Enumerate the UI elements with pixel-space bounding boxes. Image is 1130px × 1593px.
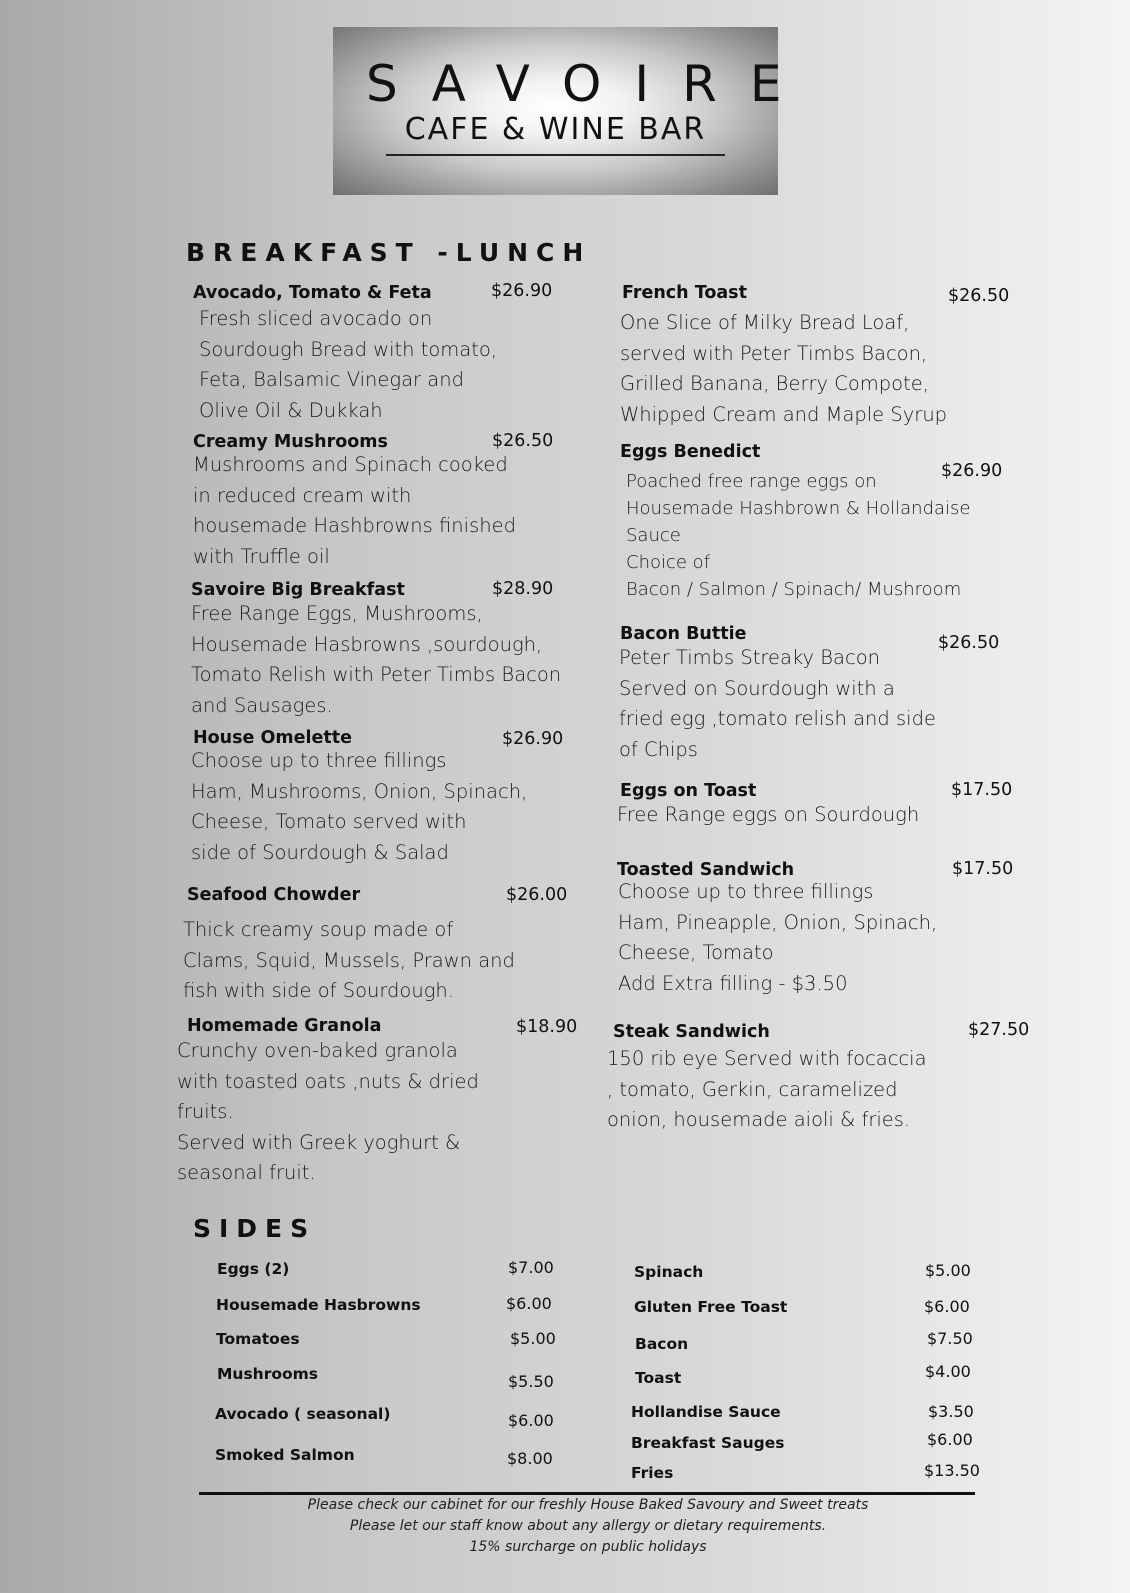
- menu-item-name: Eggs Benedict: [620, 442, 761, 462]
- side-item-price: $6.00: [924, 1297, 970, 1316]
- menu-item-description: Free Range Eggs, Mushrooms, Housemade Hasbrowns ,sourdough, Tomato Relish with Peter Timbs Bacon and Sausages.: [191, 602, 562, 717]
- menu-item-description: Choose up to three fillings Ham, Pineapple, Onion, Spinach, Cheese, Tomato Add Extra filling - $3.50: [618, 880, 938, 995]
- menu-item-price: $17.50: [952, 859, 1014, 879]
- side-item-name: Avocado ( seasonal): [215, 1405, 391, 1423]
- section-title-sides: SIDES: [193, 1214, 317, 1243]
- menu-item-description: Choose up to three fillings Ham, Mushrooms, Onion, Spinach, Cheese, Tomato served with side of Sourdough & Salad: [191, 749, 528, 864]
- side-item-name: Eggs (2): [217, 1260, 290, 1278]
- menu-item-description: 150 rib eye Served with focaccia , tomato, Gerkin, caramelized onion, housemade aioli & fries.: [607, 1047, 927, 1131]
- menu-item-description: Fresh sliced avocado on Sourdough Bread with tomato, Feta, Balsamic Vinegar and Olive Oil & Dukkah: [199, 307, 498, 422]
- footer-divider: [199, 1492, 975, 1495]
- menu-item-price: $26.50: [492, 431, 554, 451]
- menu-item-price: $26.50: [948, 286, 1010, 306]
- side-item-price: $8.00: [507, 1449, 553, 1468]
- side-item-name: Smoked Salmon: [215, 1446, 355, 1464]
- menu-item-price: $28.90: [492, 579, 554, 599]
- side-item-name: Toast: [635, 1369, 682, 1387]
- section-title-breakfast: BREAKFAST -LUNCH: [186, 238, 592, 267]
- footer-note-allergy: Please let our staff know about any allergy or dietary requirements.: [349, 1518, 827, 1534]
- menu-item-description: Poached free range eggs on Housemade Hashbrown & Hollandaise Sauce Choice of Bacon / Salmon / Spinach/ Mushroom: [626, 471, 971, 600]
- side-item-name: Spinach: [634, 1263, 704, 1281]
- menu-item-name: Seafood Chowder: [187, 885, 361, 905]
- side-item-name: Breakfast Sauges: [631, 1434, 785, 1452]
- footer-note-surcharge: 15% surcharge on public holidays: [469, 1539, 707, 1555]
- side-item-name: Tomatoes: [216, 1330, 300, 1348]
- menu-item-price: $17.50: [951, 780, 1013, 800]
- logo-banner: [333, 27, 815, 195]
- menu-item-description: Mushrooms and Spinach cooked in reduced cream with housemade Hashbrowns finished with Truffle oil: [193, 453, 516, 568]
- side-item-price: $6.00: [927, 1430, 973, 1449]
- menu-item-description: Peter Timbs Streaky Bacon Served on Sourdough with a fried egg ,tomato relish and side of Chips: [619, 646, 936, 761]
- side-item-price: $3.50: [928, 1402, 974, 1421]
- side-item-price: $5.50: [508, 1372, 554, 1391]
- menu-item-price: $26.50: [938, 633, 1000, 653]
- side-item-name: Gluten Free Toast: [634, 1298, 788, 1316]
- menu-item-price: $27.50: [968, 1020, 1030, 1040]
- menu-item-name: House Omelette: [193, 728, 352, 748]
- menu-item-name: Toasted Sandwich: [617, 860, 795, 880]
- menu-item-name: Creamy Mushrooms: [193, 432, 388, 452]
- menu-item-name: Homemade Granola: [187, 1016, 382, 1036]
- side-item-price: $5.00: [925, 1261, 971, 1280]
- menu-item-price: $26.00: [506, 885, 568, 905]
- menu-item-name: Bacon Buttie: [620, 624, 747, 644]
- side-item-price: $13.50: [924, 1461, 980, 1480]
- side-item-name: Hollandise Sauce: [631, 1403, 781, 1421]
- side-item-price: $6.00: [506, 1294, 552, 1313]
- menu-item-description: Free Range eggs on Sourdough: [617, 803, 920, 826]
- logo-underline: [386, 154, 725, 156]
- menu-item-price: $26.90: [941, 461, 1003, 481]
- side-item-price: $5.00: [510, 1329, 556, 1348]
- menu-item-price: $26.90: [491, 281, 553, 301]
- footer-note-cabinet: Please check our cabinet for our freshly House Baked Savoury and Sweet treats: [307, 1497, 869, 1513]
- menu-item-price: $18.90: [516, 1017, 578, 1037]
- side-item-name: Fries: [631, 1464, 674, 1482]
- menu-item-description: One Slice of Milky Bread Loaf, served with Peter Timbs Bacon, Grilled Banana, Berry Compote, Whipped Cream and Maple Syrup: [620, 311, 948, 426]
- side-item-name: Bacon: [635, 1335, 689, 1353]
- side-item-name: Housemade Hasbrowns: [216, 1296, 421, 1314]
- side-item-price: $6.00: [508, 1411, 554, 1430]
- menu-item-name: Eggs on Toast: [620, 781, 757, 801]
- side-item-name: Mushrooms: [217, 1365, 319, 1383]
- menu-item-description: Crunchy oven-baked granola with toasted oats ,nuts & dried fruits. Served with Greek yoghurt & seasonal fruit.: [177, 1039, 479, 1184]
- menu-item-name: Savoire Big Breakfast: [191, 580, 405, 600]
- menu-item-price: $26.90: [502, 729, 564, 749]
- menu-item-name: French Toast: [622, 283, 747, 303]
- side-item-price: $4.00: [925, 1362, 971, 1381]
- logo-subtitle: CAFE & WINE BAR: [404, 112, 707, 147]
- menu-item-name: Avocado, Tomato & Feta: [193, 283, 432, 303]
- side-item-price: $7.00: [508, 1258, 554, 1277]
- logo-title: SAVOIRE: [366, 55, 815, 113]
- menu-item-description: Thick creamy soup made of Clams, Squid, Mussels, Prawn and fish with side of Sourdough.: [183, 918, 515, 1002]
- menu-item-name: Steak Sandwich: [613, 1022, 770, 1042]
- side-item-price: $7.50: [927, 1329, 973, 1348]
